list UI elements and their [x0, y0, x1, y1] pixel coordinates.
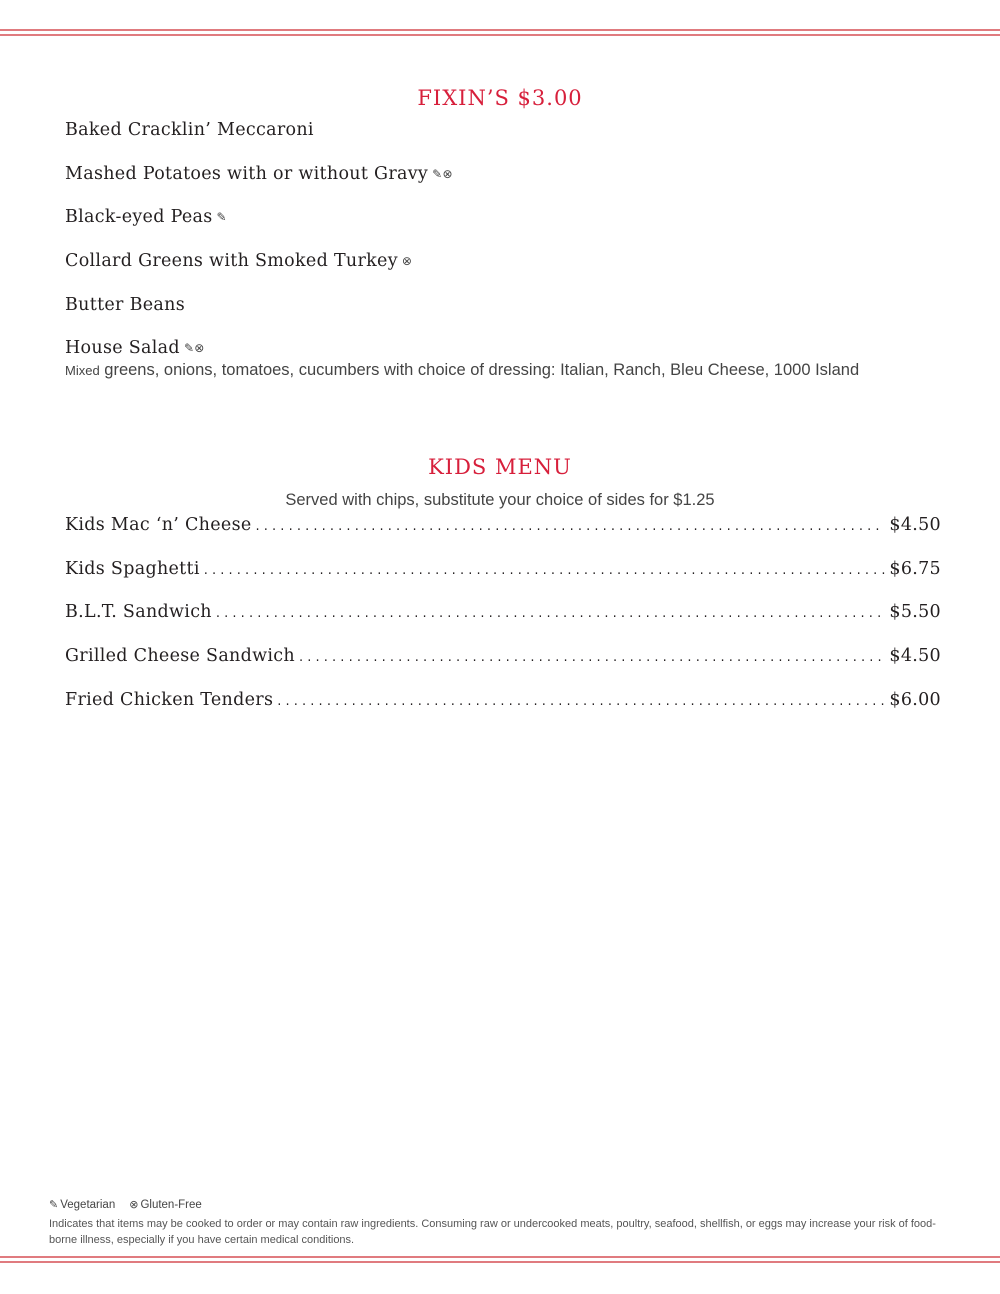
dietary-icons: ✎⊗ [183, 341, 205, 355]
salad-description-text: greens, onions, tomatoes, cucumbers with choice of dressing: Italian, Ranch, Bleu Cheese, 1000 Island [104, 361, 860, 379]
vegetarian-icon: ✎ [49, 1198, 59, 1211]
kids-item-price: $6.75 [889, 559, 941, 579]
fixins-item [65, 293, 185, 317]
dot-leader [299, 646, 885, 670]
consumer-advisory: Indicates that items may be cooked to order or may contain raw ingredients. Consuming raw or undercooked meats, poultry, seafood, shellfish, or eggs may increase your risk of food-borne illness, especially if you have certain medical conditions. [49, 1218, 936, 1246]
kids-menu-item [65, 688, 941, 714]
kids-menu-heading: KIDS MENU [428, 455, 572, 479]
dot-leader [204, 559, 886, 583]
bottom-border-rule [0, 1256, 1000, 1263]
kids-menu-item [65, 557, 941, 583]
dot-leader [256, 515, 886, 539]
kids-menu-item [65, 600, 941, 626]
dietary-icons: ⊗ [401, 254, 413, 268]
fixins-item [65, 162, 453, 186]
salad-description-prefix: Mixed [65, 363, 100, 378]
fixins-item [65, 118, 314, 142]
kids-item-name: Kids Spaghetti [65, 559, 200, 579]
kids-menu-item [65, 644, 941, 670]
dietary-legend [49, 1198, 202, 1211]
dot-leader [216, 602, 886, 626]
kids-item-name: Fried Chicken Tenders [65, 690, 274, 710]
fixins-item [65, 205, 227, 229]
fixins-item [65, 249, 412, 273]
top-border-rule [0, 29, 1000, 36]
fixins-item-name: Mashed Potatoes with or without Gravy [65, 164, 429, 184]
fixins-item-name: Butter Beans [65, 295, 185, 315]
kids-item-price: $5.50 [889, 602, 941, 622]
kids-item-name: Kids Mac ‘n’ Cheese [65, 515, 252, 535]
house-salad-description [65, 360, 859, 381]
gluten-free-icon: ⊗ [129, 1198, 139, 1211]
fixins-item [65, 336, 205, 360]
fixins-item-name: House Salad [65, 338, 180, 358]
fixins-item-name: Black-eyed Peas [65, 207, 213, 227]
fixins-item-name: Collard Greens with Smoked Turkey [65, 251, 398, 271]
gluten-free-label: Gluten-Free [140, 1199, 202, 1211]
kids-item-price: $4.50 [889, 646, 941, 666]
dietary-icons: ✎⊗ [432, 167, 453, 181]
dot-leader [277, 690, 885, 714]
kids-item-name: B.L.T. Sandwich [65, 602, 212, 622]
fixins-item-name: Baked Cracklin’ Meccaroni [65, 120, 314, 140]
fixins-heading: FIXIN’S $3.00 [417, 86, 583, 110]
kids-item-name: Grilled Cheese Sandwich [65, 646, 295, 666]
kids-item-price: $4.50 [889, 515, 941, 535]
dietary-icons: ✎ [216, 210, 227, 224]
kids-menu-subtitle: Served with chips, substitute your choice of sides for $1.25 [285, 491, 715, 509]
kids-menu-item [65, 513, 941, 539]
vegetarian-label: Vegetarian [60, 1199, 116, 1211]
kids-item-price: $6.00 [889, 690, 941, 710]
